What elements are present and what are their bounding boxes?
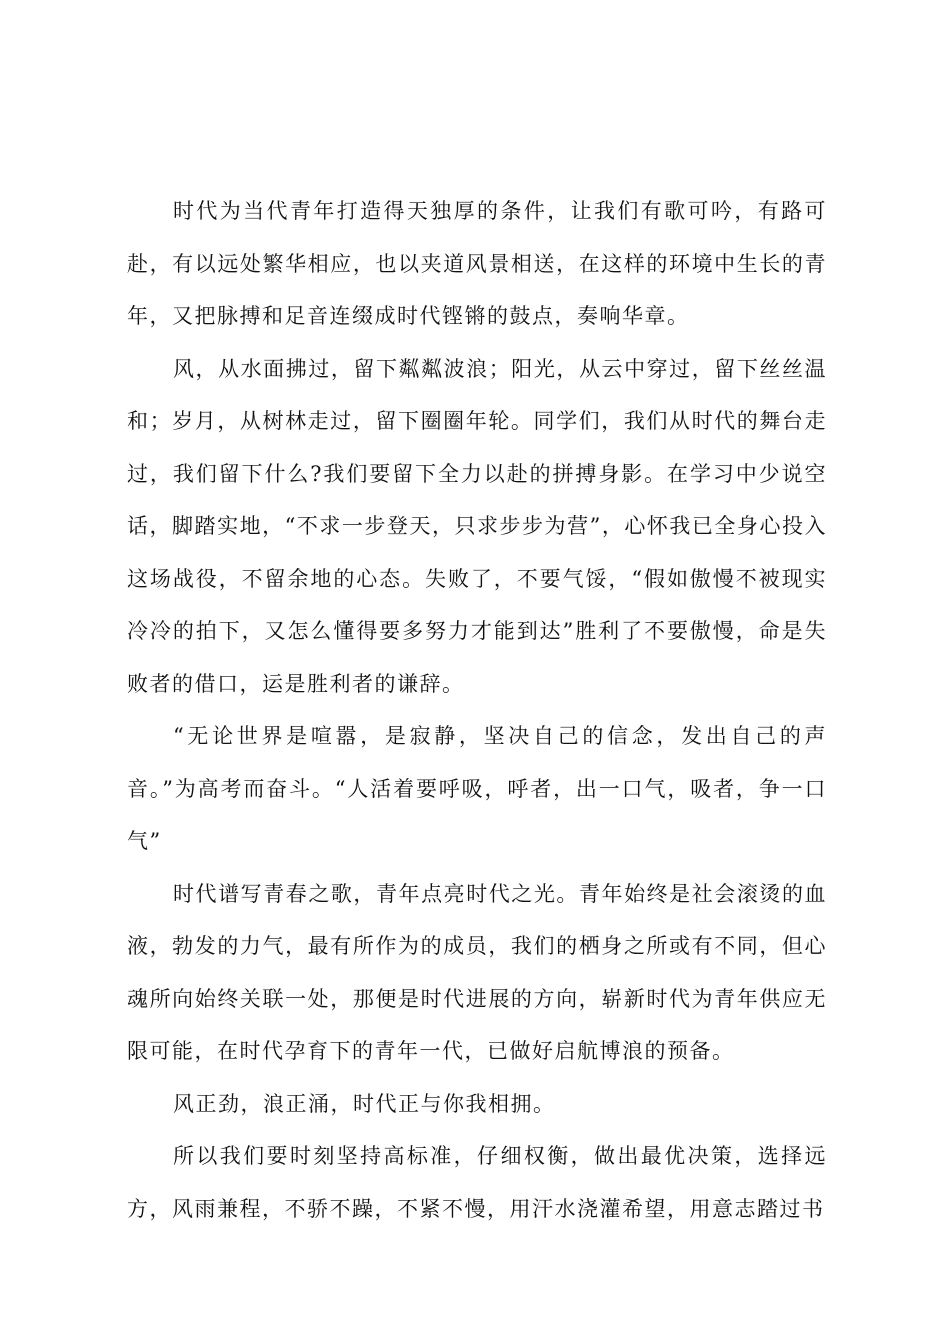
paragraph-6: 所以我们要时刻坚持高标准，仔细权衡，做出最优决策，选择远方，风雨兼程，不骄不躁，不紧不慢，用汗水浇灌希望，用意志踏过书 — [127, 1144, 827, 1221]
document-body — [127, 185, 827, 1235]
paragraph-5: 风正劲，浪正涌，时代正与你我相拥。 — [173, 1091, 556, 1116]
paragraph-4: 时代谱写青春之歌，青年点亮时代之光。青年始终是社会滚烫的血液，勃发的力气，最有所作为的成员，我们的栖身之所或有不同，但心魂所向始终关联一处，那便是时代进展的方向，崭新时代为青年供应无限可能，在时代孕育下的青年一代，已做好启航博浪的预备。 — [127, 881, 827, 1063]
paragraph-1: 时代为当代青年打造得天独厚的条件，让我们有歌可吟，有路可赴，有以远处繁华相应，也以夹道风景相送，在这样的环境中生长的青年，又把脉搏和足音连缀成时代铿锵的鼓点，奏响华章。 — [127, 199, 827, 328]
paragraph-3: “无论世界是喧嚣，是寂静，坚决自己的信念，发出自己的声音。”为高考而奋斗。“人活着要呼吸，呼者，出一口气，吸者，争一口气” — [127, 724, 827, 853]
paragraph-2: 风，从水面拂过，留下粼粼波浪；阳光，从云中穿过，留下丝丝温和；岁月，从树林走过，留下圈圈年轮。同学们，我们从时代的舞台走过，我们留下什么?我们要留下全力以赴的拼搏身影。在学习中少说空话，脚踏实地，“不求一步登天，只求步步为营”，心怀我已全身心投入这场战役，不留余地的心态。失败了，不要气馁，“假如傲慢不被现实冷冷的拍下，又怎么懂得要多努力才能到达”胜利了不要傲慢，命是失败者的借口，运是胜利者的谦辞。 — [127, 356, 827, 696]
